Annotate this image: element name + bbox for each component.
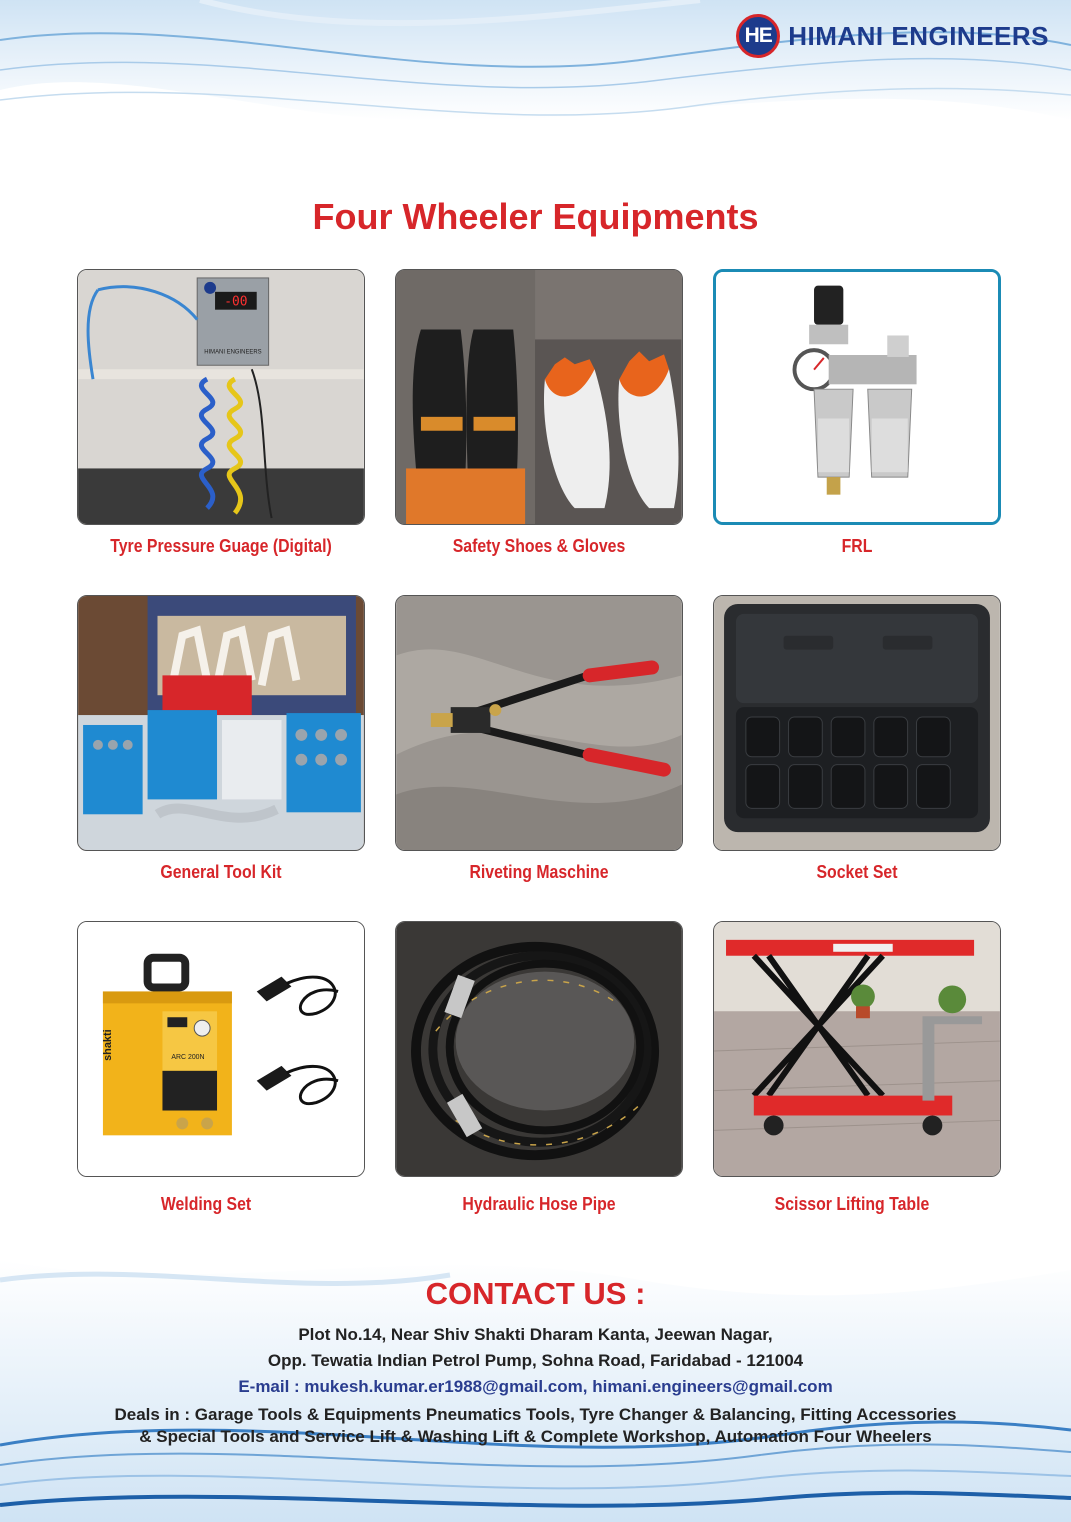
product-card-tool-kit	[77, 595, 365, 851]
product-caption: Socket Set	[816, 862, 898, 882]
product-card-safety-shoes-gloves	[395, 269, 683, 525]
tyre-pressure-gauge-photo	[78, 270, 364, 524]
frl-unit-photo	[716, 272, 998, 522]
contact-deals-line2: & Special Tools and Service Lift & Washing Lift & Complete Workshop, Automation Four Wheelers	[139, 1427, 932, 1446]
product-caption: FRL	[841, 536, 873, 556]
product-caption: General Tool Kit	[160, 862, 282, 882]
welding-model-label: ARC 200N	[171, 1053, 205, 1061]
product-caption: Hydraulic Hose Pipe	[462, 1194, 616, 1214]
contact-title: CONTACT US :	[425, 1276, 646, 1311]
product-caption: Welding Set	[160, 1194, 252, 1214]
welding-brand-label: shakti	[101, 1029, 114, 1061]
scissor-lift-table-photo	[714, 922, 1000, 1176]
product-caption: Scissor Lifting Table	[774, 1194, 930, 1214]
contact-address-line2: Opp. Tewatia Indian Petrol Pump, Sohna Road, Faridabad - 121004	[267, 1351, 804, 1370]
hydraulic-hose-photo	[396, 922, 682, 1176]
product-caption: Tyre Pressure Guage (Digital)	[110, 536, 332, 556]
contact-email: E-mail : mukesh.kumar.er1988@gmail.com, himani.engineers@gmail.com	[238, 1377, 833, 1396]
product-caption: Safety Shoes & Gloves	[452, 536, 626, 556]
welding-set-photo	[78, 922, 364, 1176]
gauge-device-label: HIMANI ENGINEERS	[204, 349, 262, 356]
page-title: Four Wheeler Equipments	[312, 196, 759, 237]
product-card-socket-set	[713, 595, 1001, 851]
product-card-riveting-machine	[395, 595, 683, 851]
product-caption: Riveting Maschine	[469, 862, 609, 882]
gauge-display: -00	[224, 294, 248, 310]
contact-address-line1: Plot No.14, Near Shiv Shakti Dharam Kanta, Jeewan Nagar,	[298, 1325, 773, 1344]
brand-header	[736, 14, 1049, 58]
product-card-frl	[713, 269, 1001, 525]
brand-name: HIMANI ENGINEERS	[788, 20, 1049, 51]
contact-deals-line1: Deals in : Garage Tools & Equipments Pneumatics Tools, Tyre Changer & Balancing, Fitting Accessories	[114, 1405, 957, 1424]
product-card-welding-set	[77, 921, 365, 1177]
product-card-hydraulic-hose	[395, 921, 683, 1177]
product-card-scissor-lift	[713, 921, 1001, 1177]
tool-kit-photo	[78, 596, 364, 850]
brand-logo-icon: HE	[736, 14, 780, 58]
safety-shoes-gloves-photo	[396, 270, 682, 524]
riveting-machine-photo	[396, 596, 682, 850]
socket-set-photo	[714, 596, 1000, 850]
product-card-tyre-pressure-gauge	[77, 269, 365, 525]
